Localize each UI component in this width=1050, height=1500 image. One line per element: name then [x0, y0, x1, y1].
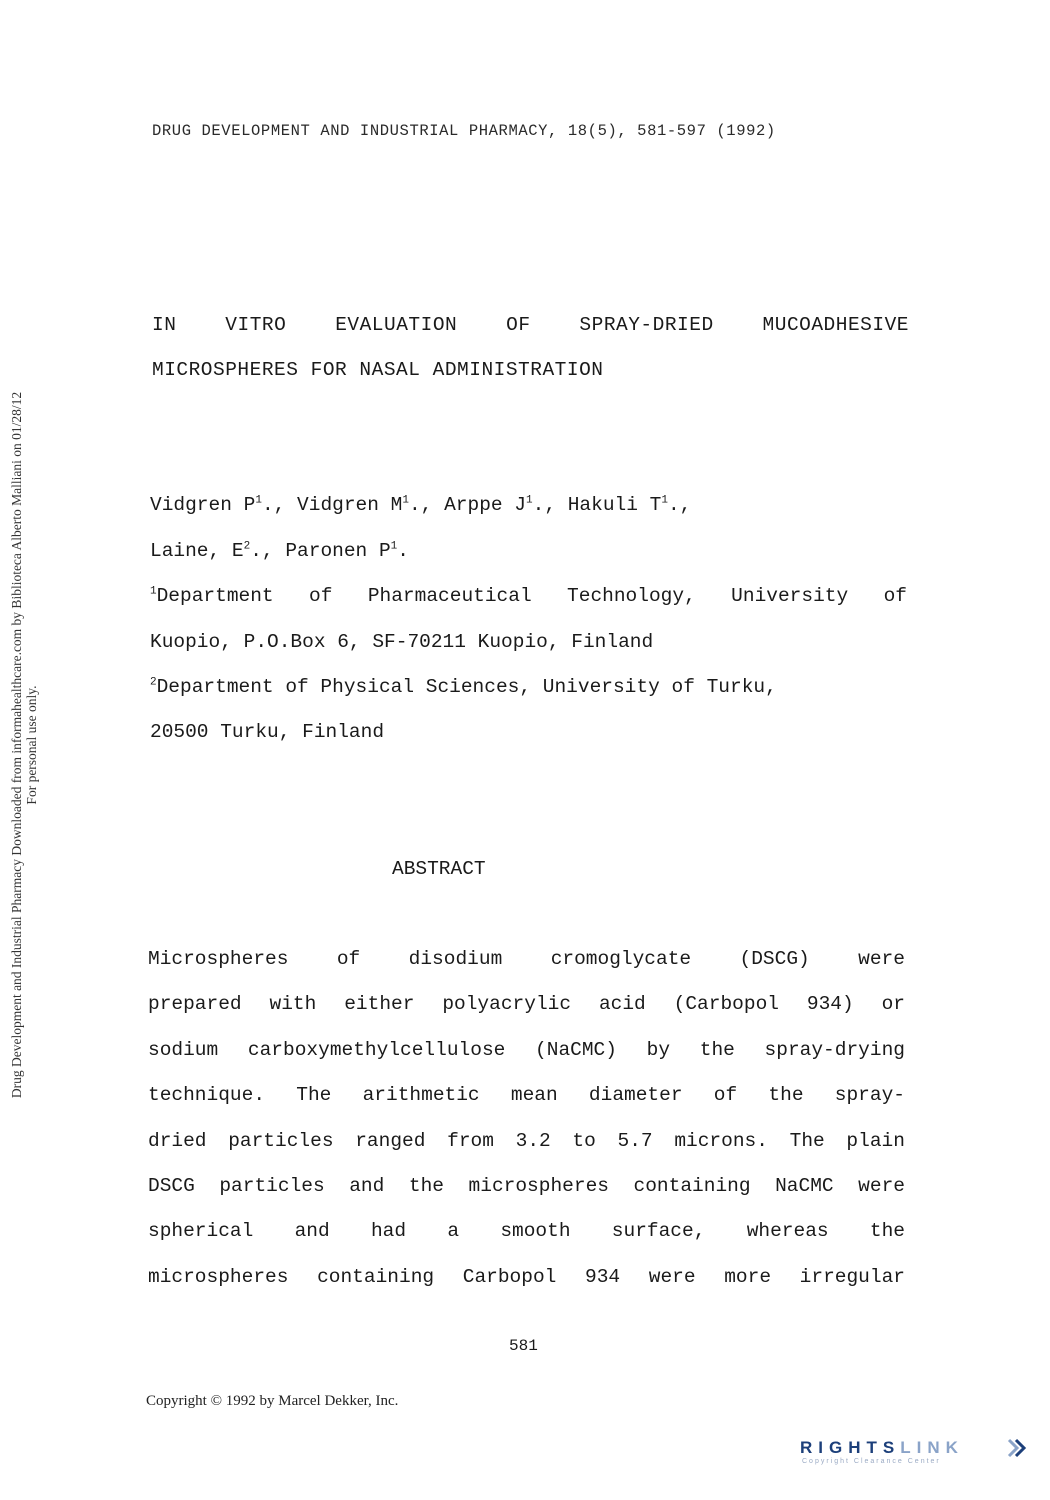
logo-subtitle: Copyright Clearance Center [802, 1458, 941, 1465]
author-name: Vidgren P [150, 494, 256, 516]
author [568, 494, 692, 516]
abstract-word: and [349, 1175, 385, 1197]
logo-arrow-icon [1007, 1438, 1029, 1458]
copyright-notice: Copyright © 1992 by Marcel Dekker, Inc. [146, 1393, 399, 1409]
abstract-word: surface, [611, 1220, 706, 1243]
author-affiliation-sup: 1 [255, 494, 262, 507]
abstract-word: NaCMC [775, 1175, 834, 1197]
page-number: 581 [509, 1337, 538, 1355]
abstract-word: dried [148, 1129, 207, 1152]
side-notice-text [9, 392, 39, 1098]
author-separator: ., [250, 540, 286, 562]
affiliation-1-word: of [883, 585, 907, 607]
title-word: MUCOADHESIVE [762, 314, 909, 336]
author-affiliation-sup: 1 [661, 494, 668, 507]
paper-title-line1 [152, 314, 909, 336]
abstract-word: containing [633, 1175, 751, 1197]
side-notice-line2: For personal use only. [24, 685, 39, 805]
abstract-word: were [858, 1175, 905, 1197]
author [150, 494, 297, 516]
abstract-word: irregular [799, 1265, 905, 1288]
abstract-word: the [869, 1220, 905, 1243]
abstract-word: smooth [500, 1220, 571, 1243]
abstract-line [148, 1084, 905, 1106]
affiliation-2-line1 [150, 676, 777, 698]
author-name: Hakuli T [567, 494, 662, 516]
abstract-line [148, 1130, 905, 1152]
abstract-line [148, 1175, 905, 1197]
authors-line2 [150, 540, 409, 562]
abstract-word: 934 [585, 1265, 621, 1288]
abstract-word: with [269, 993, 317, 1016]
side-notice [0, 0, 60, 1500]
abstract-word: carboxymethylcellulose [247, 1038, 506, 1061]
abstract-line [148, 1266, 905, 1288]
author-separator: . [397, 540, 409, 562]
affiliation-2-sup: 2 [150, 676, 157, 689]
affiliation-1-word: University [731, 585, 849, 607]
affiliation-1-sup: 1 [150, 585, 157, 598]
abstract-word: were [648, 1265, 696, 1288]
abstract-word: particles [219, 1175, 325, 1197]
rightslink-logo[interactable] [800, 1438, 1030, 1474]
abstract-line [148, 948, 905, 970]
abstract-word: particles [228, 1129, 334, 1152]
abstract-word: containing [317, 1265, 435, 1288]
abstract-word: from [447, 1129, 494, 1152]
abstract-word: prepared [148, 993, 242, 1016]
abstract-word: arithmetic [362, 1084, 480, 1107]
author-name: Arppe J [444, 494, 527, 516]
abstract-word: diameter [588, 1084, 683, 1107]
title-word: IN [152, 314, 177, 336]
title-word: SPRAY-DRIED [579, 314, 714, 336]
abstract-word: the [699, 1038, 735, 1061]
abstract-word: spray- [834, 1084, 905, 1107]
abstract-word: spray-drying [764, 1038, 905, 1061]
abstract-word: of [336, 948, 361, 970]
abstract-line [148, 993, 905, 1015]
author-separator: ., [667, 494, 692, 516]
abstract-word: microns. [674, 1129, 768, 1152]
author-separator: ., [408, 494, 445, 516]
author-affiliation-sup: 1 [526, 494, 533, 507]
author-affiliation-sup: 2 [243, 540, 251, 553]
abstract-word: sodium [148, 1038, 219, 1061]
abstract-word: a [447, 1220, 460, 1243]
abstract-word: or [881, 993, 905, 1016]
authors-line1 [150, 494, 691, 516]
abstract-word: Carbopol [462, 1265, 557, 1288]
abstract-word: 934) [806, 993, 854, 1016]
affiliation-1-line1 [150, 585, 907, 607]
paper-title-line2: MICROSPHERES FOR NASAL ADMINISTRATION [152, 359, 604, 381]
abstract-word: The [296, 1084, 332, 1107]
abstract-word: by [646, 1038, 671, 1061]
affiliation-1-word: Pharmaceutical [367, 585, 532, 607]
title-word: EVALUATION [335, 314, 458, 336]
author-name: Paronen P [285, 540, 391, 562]
abstract-line [148, 1220, 905, 1242]
abstract-word: to [572, 1129, 596, 1152]
affiliation-1-word: Technology, [567, 585, 696, 607]
author-name: Laine, E [150, 540, 244, 562]
abstract-word: (DSCG) [739, 948, 810, 970]
affiliation-1-line2: Kuopio, P.O.Box 6, SF-70211 Kuopio, Finland [150, 631, 654, 653]
author-separator: ., [532, 494, 568, 516]
abstract-word: the [768, 1084, 804, 1107]
abstract-word: microspheres [148, 1265, 289, 1288]
abstract-word: technique. [148, 1084, 266, 1107]
journal-citation: DRUG DEVELOPMENT AND INDUSTRIAL PHARMACY, 18(5), 581-597 (1992) [152, 122, 776, 140]
title-word: VITRO [225, 314, 287, 336]
author-affiliation-sup: 1 [402, 494, 409, 507]
abstract-word: had [370, 1220, 407, 1243]
author [444, 494, 568, 516]
author-affiliation-sup: 1 [390, 540, 398, 553]
abstract-word: (NaCMC) [535, 1038, 617, 1061]
abstract-word: polyacrylic [442, 993, 572, 1016]
abstract-word: cromoglycate [550, 948, 692, 970]
abstract-word: ranged [355, 1129, 426, 1152]
author [297, 494, 444, 516]
abstract-word: microspheres [468, 1175, 609, 1197]
logo-wordmark-light: LINK [900, 1438, 964, 1457]
abstract-word: either [344, 993, 415, 1016]
abstract-word: DSCG [148, 1175, 195, 1197]
abstract-word: 5.7 [617, 1129, 653, 1152]
abstract-word: spherical [148, 1220, 254, 1243]
affiliation-1-word: $^1$Department [150, 585, 274, 607]
abstract-word: acid [598, 993, 646, 1016]
title-word: OF [506, 314, 531, 336]
abstract-word: 3.2 [515, 1129, 551, 1152]
abstract-word: (Carbopol [673, 993, 779, 1016]
abstract-word: whereas [746, 1220, 829, 1243]
logo-wordmark-dark: RIGHTS [800, 1438, 901, 1457]
logo-wordmark [800, 1438, 964, 1458]
abstract-word: of [713, 1084, 738, 1107]
author-name: Vidgren M [297, 494, 403, 516]
abstract-heading: ABSTRACT [392, 858, 486, 880]
abstract-line [148, 1039, 905, 1061]
affiliation-2-text: Department of Physical Sciences, University of Turku, [156, 676, 777, 698]
abstract-word: the [408, 1175, 444, 1197]
abstract-word: Microspheres [148, 948, 289, 970]
side-notice-line1: Drug Development and Industrial Pharmacy Downloaded from informahealthcare.com by Biblioteca Alberto Malliani on 01/28/12 [9, 391, 24, 1099]
author [285, 540, 409, 562]
affiliation-2-line2: 20500 Turku, Finland [150, 721, 385, 743]
abstract-word: The [789, 1129, 825, 1152]
abstract-word: plain [846, 1129, 905, 1152]
affiliation-1-word: of [309, 585, 333, 607]
author [150, 540, 285, 562]
abstract-word: disodium [408, 948, 503, 970]
abstract-word: were [858, 948, 905, 970]
abstract-word: and [294, 1220, 330, 1243]
author-separator: ., [261, 494, 298, 516]
abstract-word: mean [510, 1084, 558, 1107]
abstract-word: more [724, 1265, 772, 1288]
